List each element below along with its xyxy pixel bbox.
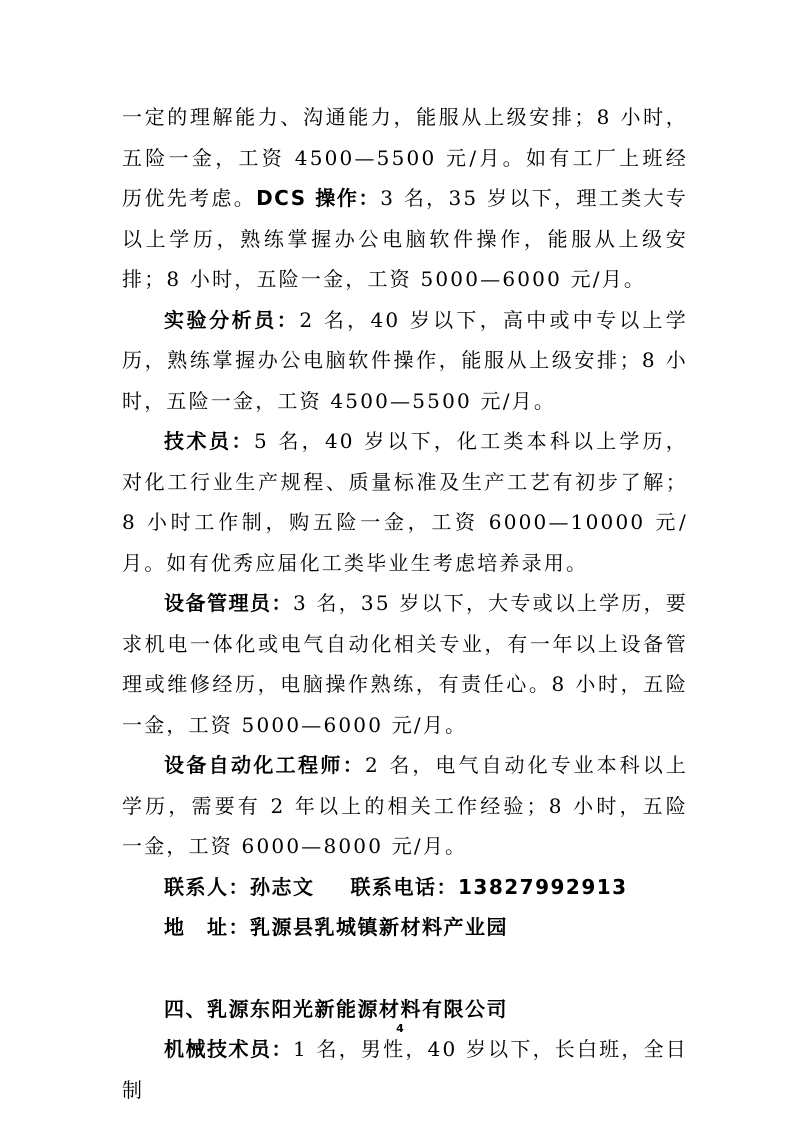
document-body (122, 97, 688, 1110)
paragraph-text: 3 名，35 岁以下，大专或以上学历，要求机电一体化或电气自动化相关专业，有一年以上设备管理或维修经历，电脑操作熟练，有责任心。8 小时，五险一金，工资 5000—6000 元/月。 (122, 591, 688, 737)
paragraph-text: 1 名，男性，40 岁以下，长白班，全日制 (122, 1037, 688, 1102)
job-title-dcs: DCS 操作： (256, 186, 381, 210)
paragraph-dcs (122, 97, 688, 300)
contact-person-label: 联系人： (164, 874, 250, 899)
contact-phone-label: 联系电话： (350, 874, 458, 899)
paragraph-automation-engineer (122, 745, 688, 867)
section-heading: 四、乳源东阳光新能源材料有限公司 (164, 996, 508, 1021)
contact-person-name: 孙志文 (250, 874, 315, 899)
page-number: 4 (396, 1022, 404, 1035)
paragraph-text: 2 名，电气自动化专业本科以上学历，需要有 2 年以上的相关工作经验；8 小时，五险一金，工资 6000—8000 元/月。 (122, 753, 688, 858)
paragraph-technician (122, 421, 688, 583)
job-title-technician: 技术员： (164, 429, 254, 453)
address-label: 地 址： (164, 915, 250, 939)
paragraph-mechanical-technician (122, 1029, 688, 1110)
job-title-lab-analyst: 实验分析员： (164, 307, 300, 332)
section-spacer (122, 948, 688, 989)
paragraph-text: 5 名，40 岁以下，化工类本科以上学历，对化工行业生产规程、质量标准及生产工艺有初步了解；8 小时工作制，购五险一金，工资 6000—10000 元/月。如有优秀应届化工类毕业生考虑培养录用。 (122, 429, 688, 575)
paragraph-lab-analyst (122, 300, 688, 422)
address-line (122, 907, 688, 948)
paragraph-equipment-manager (122, 583, 688, 745)
job-title-equipment-manager: 设备管理员： (164, 591, 294, 615)
job-title-automation-engineer: 设备自动化工程师： (164, 753, 366, 777)
contact-line (122, 867, 688, 908)
paragraph-text: 一定的理解能力、沟通能力，能服从上级安排；8 小时，五险一金，工资 4500—5500 元/月。如有工厂上班经历优先考虑。 (122, 105, 688, 210)
job-title-mechanical-technician: 机械技术员： (164, 1037, 294, 1061)
address-value: 乳源县乳城镇新材料产业园 (250, 915, 508, 939)
paragraph-text: 3 名，35 岁以下，理工类大专以上学历，熟练掌握办公电脑软件操作，能服从上级安排；8 小时，五险一金，工资 5000—6000 元/月。 (122, 186, 689, 291)
contact-phone: 13827992913 (458, 874, 628, 899)
paragraph-text: 2 名，40 岁以下，高中或中专以上学历，熟练掌握办公电脑软件操作，能服从上级安排；8 小时，五险一金，工资 4500—5500 元/月。 (122, 307, 688, 413)
